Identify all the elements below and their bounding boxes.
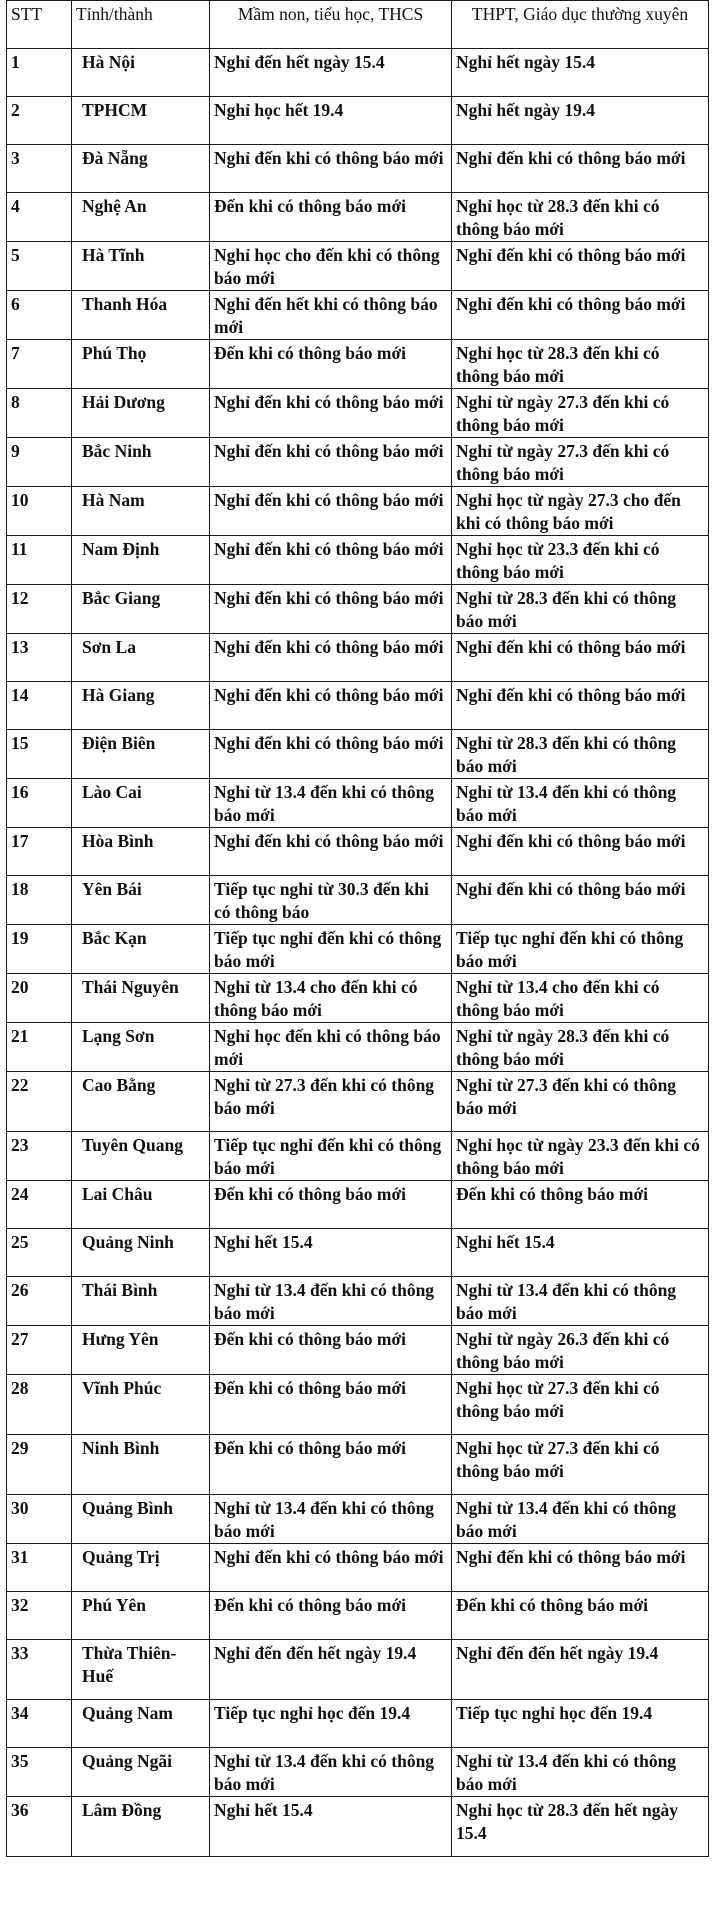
header-stt: STT xyxy=(7,1,72,49)
row-province: Thái Nguyên xyxy=(72,974,210,1023)
row-highschool-continuing-ed: Đến khi có thông báo mới xyxy=(452,1181,709,1229)
row-stt: 25 xyxy=(7,1229,72,1277)
row-stt: 12 xyxy=(7,585,72,634)
school-closure-table xyxy=(6,0,709,1857)
table-row xyxy=(7,1229,709,1277)
table-row xyxy=(7,1640,709,1700)
table-row xyxy=(7,1748,709,1797)
row-stt: 21 xyxy=(7,1023,72,1072)
row-stt: 29 xyxy=(7,1435,72,1495)
row-stt: 35 xyxy=(7,1748,72,1797)
row-preschool-primary-secondary: Nghỉ học cho đến khi có thông báo mới xyxy=(210,242,452,291)
table-row xyxy=(7,1277,709,1326)
row-highschool-continuing-ed: Nghỉ hết 15.4 xyxy=(452,1229,709,1277)
table-row xyxy=(7,634,709,682)
row-preschool-primary-secondary: Nghỉ từ 13.4 cho đến khi có thông báo mới xyxy=(210,974,452,1023)
table-row xyxy=(7,1072,709,1132)
row-stt: 3 xyxy=(7,145,72,193)
row-preschool-primary-secondary: Nghỉ đến khi có thông báo mới xyxy=(210,145,452,193)
row-stt: 27 xyxy=(7,1326,72,1375)
row-province: Bắc Ninh xyxy=(72,438,210,487)
row-stt: 15 xyxy=(7,730,72,779)
row-highschool-continuing-ed: Nghỉ đến khi có thông báo mới xyxy=(452,1544,709,1592)
row-preschool-primary-secondary: Nghỉ học đến khi có thông báo mới xyxy=(210,1023,452,1072)
row-stt: 2 xyxy=(7,97,72,145)
row-stt: 14 xyxy=(7,682,72,730)
table-row xyxy=(7,585,709,634)
row-preschool-primary-secondary: Nghỉ đến khi có thông báo mới xyxy=(210,1544,452,1592)
table-row xyxy=(7,1797,709,1857)
row-preschool-primary-secondary: Nghỉ học hết 19.4 xyxy=(210,97,452,145)
row-highschool-continuing-ed: Nghỉ từ 13.4 đến khi có thông báo mới xyxy=(452,779,709,828)
table-row xyxy=(7,779,709,828)
row-province: Ninh Bình xyxy=(72,1435,210,1495)
row-stt: 1 xyxy=(7,49,72,97)
table-row xyxy=(7,1592,709,1640)
row-stt: 18 xyxy=(7,876,72,925)
table-row xyxy=(7,730,709,779)
row-preschool-primary-secondary: Nghỉ đến khi có thông báo mới xyxy=(210,536,452,585)
row-province: Vĩnh Phúc xyxy=(72,1375,210,1435)
row-highschool-continuing-ed: Nghỉ từ 13.4 cho đến khi có thông báo mới xyxy=(452,974,709,1023)
table-row xyxy=(7,438,709,487)
row-highschool-continuing-ed: Đến khi có thông báo mới xyxy=(452,1592,709,1640)
table-row xyxy=(7,1375,709,1435)
table-row xyxy=(7,145,709,193)
row-preschool-primary-secondary: Nghỉ đến đến hết ngày 19.4 xyxy=(210,1640,452,1700)
header-highschool-continuing-ed: THPT, Giáo dục thường xuyên xyxy=(452,1,709,49)
row-province: Hà Tĩnh xyxy=(72,242,210,291)
row-province: Hải Dương xyxy=(72,389,210,438)
row-highschool-continuing-ed: Nghỉ từ ngày 27.3 đến khi có thông báo mới xyxy=(452,438,709,487)
row-stt: 7 xyxy=(7,340,72,389)
row-province: Nghệ An xyxy=(72,193,210,242)
row-stt: 36 xyxy=(7,1797,72,1857)
table-row xyxy=(7,876,709,925)
row-province: Lạng Sơn xyxy=(72,1023,210,1072)
row-highschool-continuing-ed: Nghỉ hết ngày 19.4 xyxy=(452,97,709,145)
row-province: Điện Biên xyxy=(72,730,210,779)
row-province: Bắc Kạn xyxy=(72,925,210,974)
row-preschool-primary-secondary: Đến khi có thông báo mới xyxy=(210,1326,452,1375)
row-highschool-continuing-ed: Nghỉ học từ ngày 27.3 cho đến khi có thông báo mới xyxy=(452,487,709,536)
row-highschool-continuing-ed: Nghỉ học từ ngày 23.3 đến khi có thông báo mới xyxy=(452,1132,709,1181)
row-preschool-primary-secondary: Nghỉ đến khi có thông báo mới xyxy=(210,828,452,876)
row-province: Nam Định xyxy=(72,536,210,585)
row-preschool-primary-secondary: Nghỉ đến khi có thông báo mới xyxy=(210,682,452,730)
row-stt: 13 xyxy=(7,634,72,682)
table-row xyxy=(7,974,709,1023)
row-preschool-primary-secondary: Đến khi có thông báo mới xyxy=(210,1375,452,1435)
row-province: Hà Nam xyxy=(72,487,210,536)
row-preschool-primary-secondary: Nghỉ đến khi có thông báo mới xyxy=(210,389,452,438)
row-preschool-primary-secondary: Nghỉ đến hết ngày 15.4 xyxy=(210,49,452,97)
table-row xyxy=(7,1181,709,1229)
row-province: Hà Nội xyxy=(72,49,210,97)
row-stt: 24 xyxy=(7,1181,72,1229)
row-province: Phú Thọ xyxy=(72,340,210,389)
header-province: Tỉnh/thành xyxy=(72,1,210,49)
row-preschool-primary-secondary: Nghỉ hết 15.4 xyxy=(210,1229,452,1277)
row-highschool-continuing-ed: Nghỉ học từ 28.3 đến khi có thông báo mới xyxy=(452,193,709,242)
row-highschool-continuing-ed: Nghỉ đến khi có thông báo mới xyxy=(452,828,709,876)
table-row xyxy=(7,389,709,438)
table-row xyxy=(7,1495,709,1544)
table-row xyxy=(7,1023,709,1072)
table-row xyxy=(7,340,709,389)
row-preschool-primary-secondary: Nghỉ đến khi có thông báo mới xyxy=(210,487,452,536)
row-stt: 17 xyxy=(7,828,72,876)
row-province: Đà Nẵng xyxy=(72,145,210,193)
row-preschool-primary-secondary: Đến khi có thông báo mới xyxy=(210,193,452,242)
row-preschool-primary-secondary: Nghỉ đến khi có thông báo mới xyxy=(210,438,452,487)
row-stt: 10 xyxy=(7,487,72,536)
row-province: Quảng Nam xyxy=(72,1700,210,1748)
row-stt: 30 xyxy=(7,1495,72,1544)
row-preschool-primary-secondary: Nghỉ đến khi có thông báo mới xyxy=(210,585,452,634)
row-stt: 9 xyxy=(7,438,72,487)
table-row xyxy=(7,193,709,242)
table-row xyxy=(7,536,709,585)
row-stt: 6 xyxy=(7,291,72,340)
row-stt: 11 xyxy=(7,536,72,585)
row-preschool-primary-secondary: Nghỉ đến hết khi có thông báo mới xyxy=(210,291,452,340)
table-row xyxy=(7,97,709,145)
row-stt: 5 xyxy=(7,242,72,291)
row-highschool-continuing-ed: Nghỉ học từ 28.3 đến hết ngày 15.4 xyxy=(452,1797,709,1857)
row-province: Cao Bằng xyxy=(72,1072,210,1132)
row-highschool-continuing-ed: Nghỉ đến đến hết ngày 19.4 xyxy=(452,1640,709,1700)
row-highschool-continuing-ed: Nghỉ học từ 23.3 đến khi có thông báo mới xyxy=(452,536,709,585)
row-stt: 20 xyxy=(7,974,72,1023)
header-row xyxy=(7,1,709,49)
row-province: Quảng Ngãi xyxy=(72,1748,210,1797)
row-highschool-continuing-ed: Nghỉ học từ 27.3 đến khi có thông báo mới xyxy=(452,1375,709,1435)
table-body xyxy=(7,49,709,1857)
row-preschool-primary-secondary: Tiếp tục nghỉ đến khi có thông báo mới xyxy=(210,1132,452,1181)
row-province: Lâm Đồng xyxy=(72,1797,210,1857)
row-highschool-continuing-ed: Nghỉ từ 28.3 đến khi có thông báo mới xyxy=(452,585,709,634)
row-stt: 26 xyxy=(7,1277,72,1326)
table-row xyxy=(7,291,709,340)
row-highschool-continuing-ed: Nghỉ đến khi có thông báo mới xyxy=(452,242,709,291)
row-stt: 28 xyxy=(7,1375,72,1435)
row-province: Tuyên Quang xyxy=(72,1132,210,1181)
row-highschool-continuing-ed: Nghỉ đến khi có thông báo mới xyxy=(452,682,709,730)
row-province: Hưng Yên xyxy=(72,1326,210,1375)
row-province: Lào Cai xyxy=(72,779,210,828)
row-stt: 32 xyxy=(7,1592,72,1640)
row-highschool-continuing-ed: Nghỉ học từ 27.3 đến khi có thông báo mới xyxy=(452,1435,709,1495)
row-province: TPHCM xyxy=(72,97,210,145)
row-highschool-continuing-ed: Nghỉ từ 28.3 đến khi có thông báo mới xyxy=(452,730,709,779)
row-preschool-primary-secondary: Nghỉ đến khi có thông báo mới xyxy=(210,634,452,682)
row-province: Yên Bái xyxy=(72,876,210,925)
row-highschool-continuing-ed: Nghỉ từ 27.3 đến khi có thông báo mới xyxy=(452,1072,709,1132)
row-stt: 33 xyxy=(7,1640,72,1700)
table-row xyxy=(7,682,709,730)
row-highschool-continuing-ed: Tiếp tục nghỉ học đến 19.4 xyxy=(452,1700,709,1748)
row-highschool-continuing-ed: Nghỉ đến khi có thông báo mới xyxy=(452,876,709,925)
row-province: Quảng Ninh xyxy=(72,1229,210,1277)
row-highschool-continuing-ed: Nghỉ đến khi có thông báo mới xyxy=(452,291,709,340)
row-preschool-primary-secondary: Đến khi có thông báo mới xyxy=(210,1181,452,1229)
row-province: Thái Bình xyxy=(72,1277,210,1326)
row-preschool-primary-secondary: Tiếp tục nghỉ học đến 19.4 xyxy=(210,1700,452,1748)
row-highschool-continuing-ed: Tiếp tục nghỉ đến khi có thông báo mới xyxy=(452,925,709,974)
row-province: Bắc Giang xyxy=(72,585,210,634)
school-closure-table-sheet xyxy=(6,0,708,1857)
row-preschool-primary-secondary: Nghỉ từ 27.3 đến khi có thông báo mới xyxy=(210,1072,452,1132)
row-stt: 16 xyxy=(7,779,72,828)
row-highschool-continuing-ed: Nghỉ hết ngày 15.4 xyxy=(452,49,709,97)
row-highschool-continuing-ed: Nghỉ học từ 28.3 đến khi có thông báo mới xyxy=(452,340,709,389)
row-stt: 8 xyxy=(7,389,72,438)
row-stt: 4 xyxy=(7,193,72,242)
row-province: Hòa Bình xyxy=(72,828,210,876)
row-preschool-primary-secondary: Đến khi có thông báo mới xyxy=(210,1592,452,1640)
row-preschool-primary-secondary: Nghỉ hết 15.4 xyxy=(210,1797,452,1857)
row-stt: 34 xyxy=(7,1700,72,1748)
row-highschool-continuing-ed: Nghỉ từ ngày 27.3 đến khi có thông báo mới xyxy=(452,389,709,438)
row-stt: 31 xyxy=(7,1544,72,1592)
row-preschool-primary-secondary: Tiếp tục nghỉ đến khi có thông báo mới xyxy=(210,925,452,974)
table-row xyxy=(7,925,709,974)
row-province: Thanh Hóa xyxy=(72,291,210,340)
table-row xyxy=(7,1326,709,1375)
row-province: Hà Giang xyxy=(72,682,210,730)
table-row xyxy=(7,828,709,876)
row-province: Thừa Thiên-Huế xyxy=(72,1640,210,1700)
row-highschool-continuing-ed: Nghỉ từ 13.4 đến khi có thông báo mới xyxy=(452,1748,709,1797)
table-row xyxy=(7,487,709,536)
row-preschool-primary-secondary: Tiếp tục nghỉ từ 30.3 đến khi có thông báo xyxy=(210,876,452,925)
row-highschool-continuing-ed: Nghỉ từ 13.4 đến khi có thông báo mới xyxy=(452,1495,709,1544)
row-province: Quảng Bình xyxy=(72,1495,210,1544)
row-stt: 19 xyxy=(7,925,72,974)
row-highschool-continuing-ed: Nghỉ đến khi có thông báo mới xyxy=(452,145,709,193)
row-province: Lai Châu xyxy=(72,1181,210,1229)
row-preschool-primary-secondary: Đến khi có thông báo mới xyxy=(210,1435,452,1495)
row-preschool-primary-secondary: Nghỉ từ 13.4 đến khi có thông báo mới xyxy=(210,1748,452,1797)
row-highschool-continuing-ed: Nghỉ từ ngày 28.3 đến khi có thông báo mới xyxy=(452,1023,709,1072)
table-row xyxy=(7,1700,709,1748)
table-row xyxy=(7,1544,709,1592)
table-row xyxy=(7,1435,709,1495)
row-preschool-primary-secondary: Nghỉ từ 13.4 đến khi có thông báo mới xyxy=(210,1277,452,1326)
row-province: Quảng Trị xyxy=(72,1544,210,1592)
row-preschool-primary-secondary: Nghỉ đến khi có thông báo mới xyxy=(210,730,452,779)
row-preschool-primary-secondary: Đến khi có thông báo mới xyxy=(210,340,452,389)
table-row xyxy=(7,49,709,97)
row-highschool-continuing-ed: Nghỉ từ 13.4 đến khi có thông báo mới xyxy=(452,1277,709,1326)
row-province: Phú Yên xyxy=(72,1592,210,1640)
row-preschool-primary-secondary: Nghỉ từ 13.4 đến khi có thông báo mới xyxy=(210,779,452,828)
row-preschool-primary-secondary: Nghỉ từ 13.4 đến khi có thông báo mới xyxy=(210,1495,452,1544)
row-highschool-continuing-ed: Nghỉ từ ngày 26.3 đến khi có thông báo mới xyxy=(452,1326,709,1375)
header-preschool-primary-secondary: Mầm non, tiểu học, THCS xyxy=(210,1,452,49)
row-stt: 23 xyxy=(7,1132,72,1181)
row-stt: 22 xyxy=(7,1072,72,1132)
table-row xyxy=(7,242,709,291)
row-highschool-continuing-ed: Nghỉ đến khi có thông báo mới xyxy=(452,634,709,682)
row-province: Sơn La xyxy=(72,634,210,682)
table-row xyxy=(7,1132,709,1181)
